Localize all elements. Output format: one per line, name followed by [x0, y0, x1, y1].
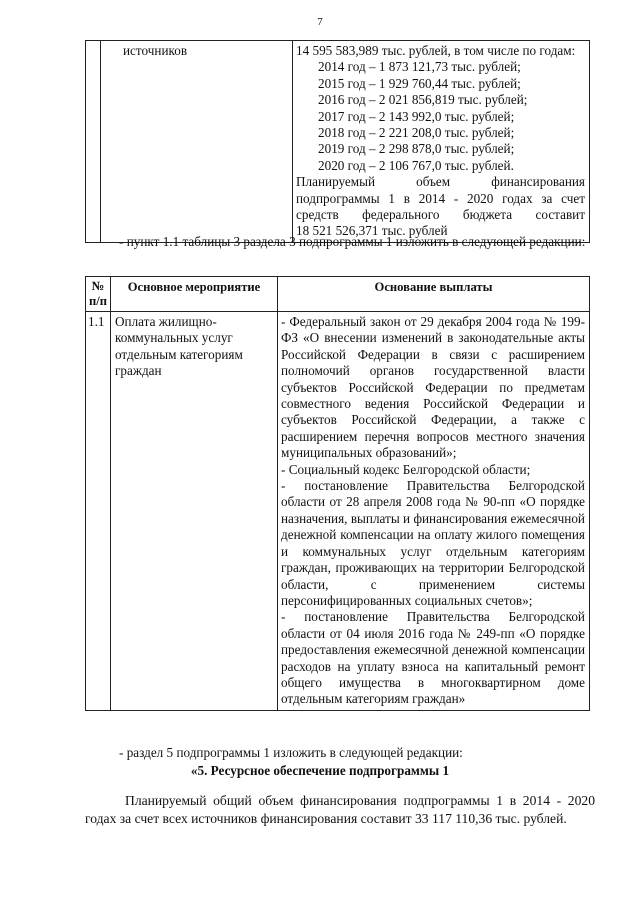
amendment-paragraph-section5: - раздел 5 подпрограммы 1 изложить в следующей редакции:: [119, 745, 463, 760]
row-number: 1.1: [86, 312, 111, 711]
column-header-number: № п/п: [86, 277, 111, 312]
section-heading: «5. Ресурсное обеспечение подпрограммы 1: [190, 763, 450, 778]
year-line: 2014 год – 1 873 121,73 тыс. рублей;: [318, 59, 521, 75]
empty-cell: [86, 41, 101, 243]
activity-name: Оплата жилищно-коммунальных услуг отдельным категориям граждан: [111, 312, 278, 711]
planned-funding-line: 18 521 526,371 тыс. рублей: [296, 223, 448, 239]
basis-item: - Федеральный закон от 29 декабря 2004 года № 199-ФЗ «О внесении изменений в законодательные акты Российской Федерации в связи с расширением полномочий органов государственной власти субъектов Российской Федерации по предметам совместного ведения Российской Федерации и субъектов Российской Федерации, а также с расширением перечня вопросов местного значения муниципальных образований»;: [281, 314, 585, 461]
year-line: 2018 год – 2 221 208,0 тыс. рублей;: [318, 125, 515, 141]
funding-intro: 14 595 583,989 тыс. рублей, в том числе по годам:: [296, 43, 576, 58]
amendment-paragraph: - пункт 1.1 таблицы 3 раздела 3 подпрограммы 1 изложить в следующей редакции:: [119, 234, 586, 249]
year-line: 2020 год – 2 106 767,0 тыс. рублей.: [318, 157, 514, 173]
column-header-activity: Основное мероприятие: [111, 277, 278, 312]
planned-funding-line: средств федерального бюджета составит: [296, 207, 585, 223]
planned-funding-line: подпрограммы 1 в 2014 - 2020 годах за счет: [296, 190, 585, 206]
year-line: 2015 год – 1 929 760,44 тыс. рублей;: [318, 75, 521, 91]
table-row: [86, 312, 590, 711]
basis-item: - постановление Правительства Белгородской области от 04 июля 2016 года № 249-пп «О порядке предоставления ежемесячной денежной компенсации расходов на уплату взноса на капитальный ремонт общего имущества в многоквартирном доме отдельным категориям граждан»: [281, 609, 585, 707]
page-number: 7: [317, 16, 323, 28]
activities-table: [85, 276, 590, 711]
year-line: 2019 год – 2 298 878,0 тыс. рублей;: [318, 141, 515, 157]
basis-item: - постановление Правительства Белгородской области от 28 апреля 2008 года № 90-пп «О порядке назначения, выплаты и финансирования ежемесячной денежной компенсации на оплату жилого помещения и коммунальных услуг отдельным категориям граждан, проживающих на территории Белгородской области, с применением системы персонифицированных социальных счетов»;: [281, 478, 585, 608]
planned-funding-line: Планируемый объем финансирования: [296, 174, 585, 190]
funding-source-label: источников: [101, 41, 293, 243]
column-header-basis: Основание выплаты: [278, 277, 590, 312]
payment-basis-cell: [278, 312, 590, 711]
funding-amounts-cell: [293, 41, 590, 243]
basis-item: - Социальный кодекс Белгородской области;: [281, 461, 531, 477]
year-line: 2016 год – 2 021 856,819 тыс. рублей;: [318, 92, 528, 108]
year-line: 2017 год – 2 143 992,0 тыс. рублей;: [318, 108, 515, 124]
funding-table: [85, 40, 590, 243]
funding-summary-paragraph: Планируемый общий объем финансирования подпрограммы 1 в 2014 - 2020 годах за счет всех источников финансирования составит 33 117 110,36 тыс. рублей.: [85, 793, 595, 826]
